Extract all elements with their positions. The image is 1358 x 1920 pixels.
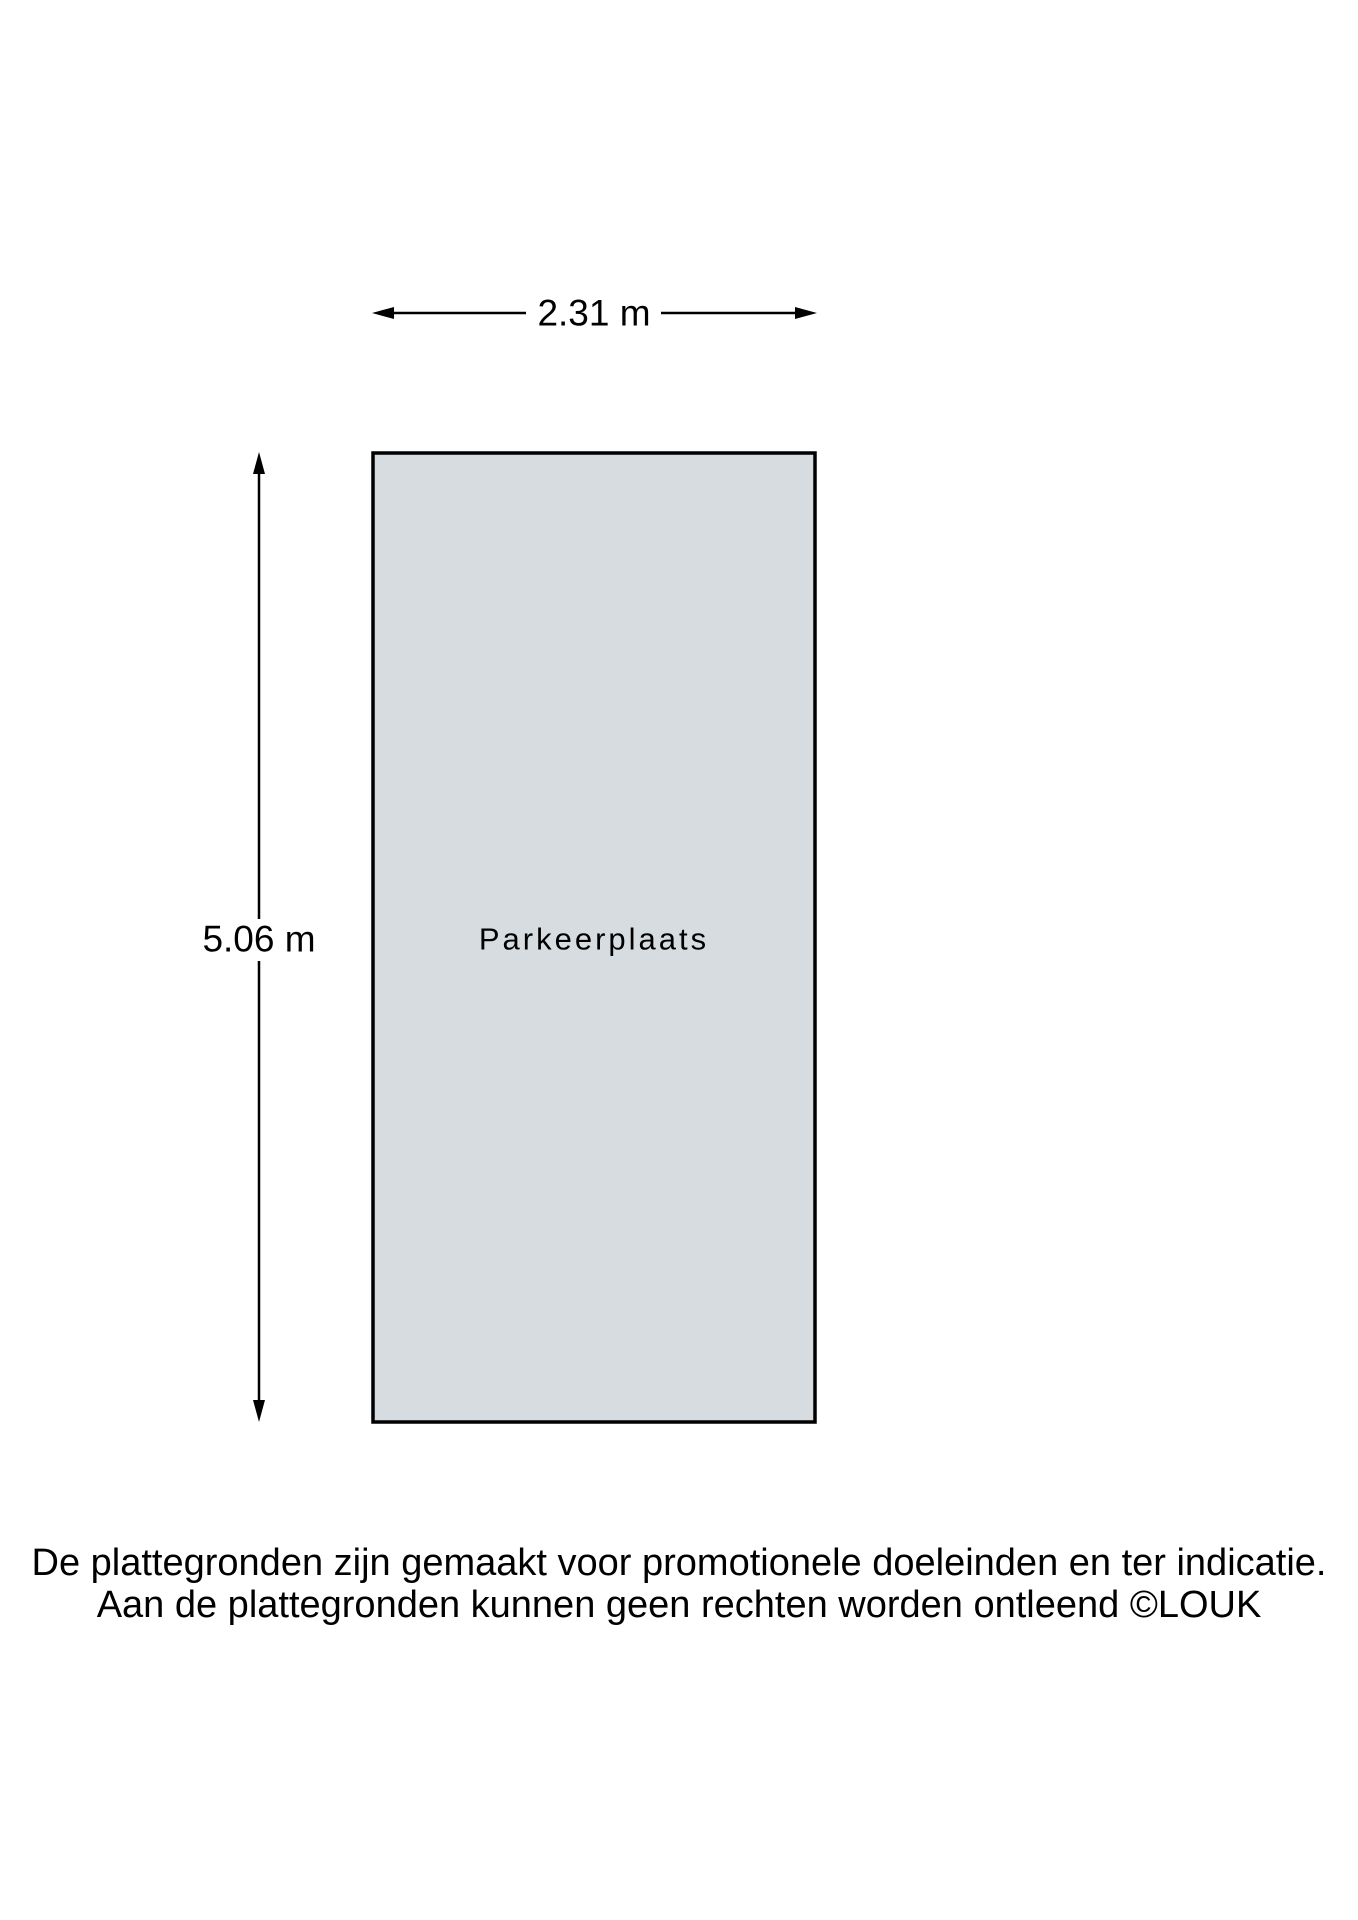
depth-dimension [202, 452, 315, 1422]
width-arrowhead-right [795, 307, 817, 319]
room-label: Parkeerplaats [478, 921, 710, 957]
depth-arrowhead-top [253, 452, 265, 474]
width-arrowhead-left [372, 307, 394, 319]
disclaimer [0, 1542, 1358, 1626]
depth-arrowhead-bottom [253, 1400, 265, 1422]
depth-dimension-label: 5.06 m [202, 918, 316, 960]
disclaimer-line-2: Aan de plattegronden kunnen geen rechten worden ontleend ©LOUK [96, 1584, 1262, 1626]
width-dimension-label: 2.31 m [537, 292, 651, 334]
disclaimer-line-1: De plattegronden zijn gemaakt voor promotionele doeleinden en ter indicatie. [31, 1542, 1327, 1584]
room-parking-space [373, 453, 815, 1422]
width-dimension [372, 293, 817, 334]
